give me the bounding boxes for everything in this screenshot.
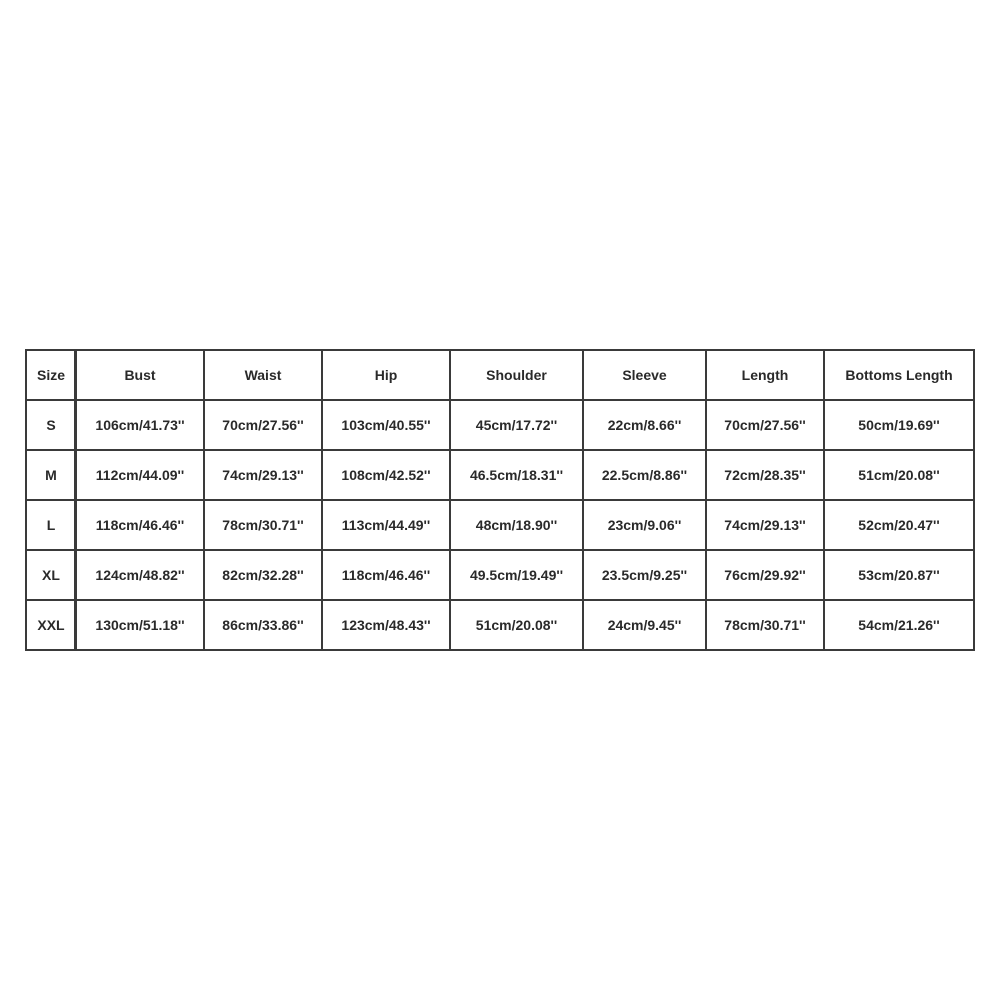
table-row <box>27 551 975 601</box>
cell-bottoms-length: 52cm/20.47'' <box>825 501 975 551</box>
cell-shoulder: 45cm/17.72'' <box>451 401 584 451</box>
cell-size: L <box>27 501 77 551</box>
cell-bust: 124cm/48.82'' <box>77 551 205 601</box>
header-shoulder: Shoulder <box>451 351 584 401</box>
cell-size: XXL <box>27 601 77 651</box>
cell-waist: 78cm/30.71'' <box>205 501 323 551</box>
cell-hip: 118cm/46.46'' <box>323 551 451 601</box>
cell-hip: 123cm/48.43'' <box>323 601 451 651</box>
cell-bottoms-length: 51cm/20.08'' <box>825 451 975 501</box>
cell-bottoms-length: 50cm/19.69'' <box>825 401 975 451</box>
table-row <box>27 601 975 651</box>
cell-waist: 70cm/27.56'' <box>205 401 323 451</box>
cell-sleeve: 24cm/9.45'' <box>584 601 707 651</box>
cell-shoulder: 48cm/18.90'' <box>451 501 584 551</box>
cell-shoulder: 49.5cm/19.49'' <box>451 551 584 601</box>
cell-length: 76cm/29.92'' <box>707 551 825 601</box>
cell-hip: 103cm/40.55'' <box>323 401 451 451</box>
cell-waist: 86cm/33.86'' <box>205 601 323 651</box>
header-size: Size <box>27 351 77 401</box>
header-row <box>27 351 975 401</box>
cell-bust: 106cm/41.73'' <box>77 401 205 451</box>
cell-length: 72cm/28.35'' <box>707 451 825 501</box>
table-row <box>27 501 975 551</box>
cell-length: 78cm/30.71'' <box>707 601 825 651</box>
cell-shoulder: 46.5cm/18.31'' <box>451 451 584 501</box>
header-bottoms-length: Bottoms Length <box>825 351 975 401</box>
cell-waist: 74cm/29.13'' <box>205 451 323 501</box>
header-hip: Hip <box>323 351 451 401</box>
cell-shoulder: 51cm/20.08'' <box>451 601 584 651</box>
cell-sleeve: 22cm/8.66'' <box>584 401 707 451</box>
cell-bottoms-length: 53cm/20.87'' <box>825 551 975 601</box>
cell-hip: 113cm/44.49'' <box>323 501 451 551</box>
header-sleeve: Sleeve <box>584 351 707 401</box>
cell-size: S <box>27 401 77 451</box>
cell-sleeve: 23.5cm/9.25'' <box>584 551 707 601</box>
table-row <box>27 401 975 451</box>
cell-waist: 82cm/32.28'' <box>205 551 323 601</box>
cell-bust: 130cm/51.18'' <box>77 601 205 651</box>
cell-size: XL <box>27 551 77 601</box>
cell-sleeve: 23cm/9.06'' <box>584 501 707 551</box>
cell-bust: 112cm/44.09'' <box>77 451 205 501</box>
size-chart-table <box>25 349 975 651</box>
cell-bust: 118cm/46.46'' <box>77 501 205 551</box>
cell-length: 70cm/27.56'' <box>707 401 825 451</box>
table-row <box>27 451 975 501</box>
cell-hip: 108cm/42.52'' <box>323 451 451 501</box>
header-bust: Bust <box>77 351 205 401</box>
cell-sleeve: 22.5cm/8.86'' <box>584 451 707 501</box>
header-waist: Waist <box>205 351 323 401</box>
cell-bottoms-length: 54cm/21.26'' <box>825 601 975 651</box>
cell-length: 74cm/29.13'' <box>707 501 825 551</box>
header-length: Length <box>707 351 825 401</box>
cell-size: M <box>27 451 77 501</box>
